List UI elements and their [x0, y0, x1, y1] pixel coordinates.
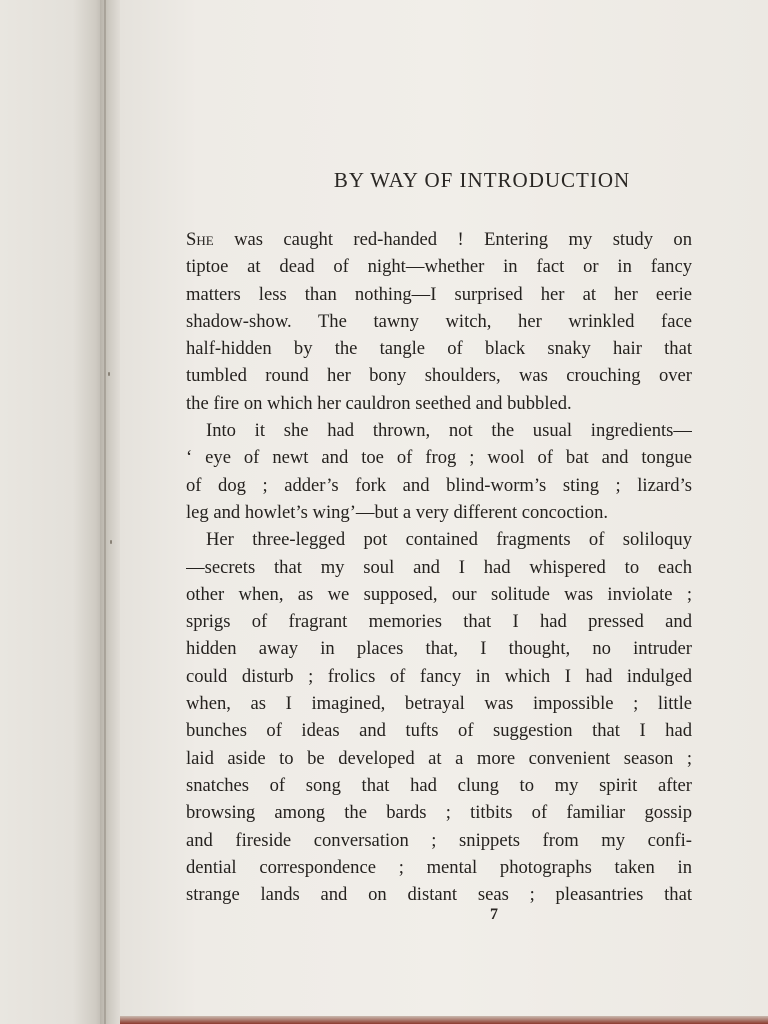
text-line: tumbled round her bony shoulders, was crouching over: [186, 365, 692, 387]
book-cover-edge: [120, 1016, 768, 1024]
small-caps-opening: She: [186, 229, 214, 250]
chapter-title: BY WAY OF INTRODUCTION: [333, 168, 631, 192]
text-line: shadow-show. The tawny witch, her wrinkled face: [186, 310, 692, 332]
text-line: could disturb ; frolics of fancy in which I had indulged: [186, 665, 692, 687]
text-line: laid aside to be developed at a more convenient season ;: [186, 747, 692, 769]
text-line: bunches of ideas and tufts of suggestion that I had: [186, 720, 692, 742]
text-line: ‘ eye of newt and toe of frog ; wool of bat and tongue: [186, 447, 692, 469]
text-line: hidden away in places that, I thought, no intruder: [186, 638, 692, 660]
text-line: tiptoe at dead of night—whether in fact or in fancy: [186, 256, 692, 278]
text-line: half-hidden by the tangle of black snaky hair that: [186, 338, 692, 360]
text-line: other when, as we supposed, our solitude was inviolate ;: [186, 583, 692, 605]
text-line: matters less than nothing—I surprised her at her eerie: [186, 283, 692, 305]
page-edge-line: [104, 0, 106, 1024]
text-line: leg and howlet’s wing’—but a very different concoction.: [186, 501, 609, 523]
page-number: 7: [490, 906, 498, 923]
paper-speck: [108, 372, 110, 376]
text-line: dential correspondence ; mental photographs taken in: [186, 856, 692, 878]
text-line: Into it she had thrown, not the usual ingredients—: [206, 420, 692, 442]
body-text: [186, 226, 692, 908]
text-line: sprigs of fragrant memories that I had pressed and: [186, 611, 692, 633]
paper-speck: [110, 540, 112, 544]
text-line: She was caught red-handed ! Entering my study on: [186, 229, 692, 250]
text-line: of dog ; adder’s fork and blind-worm’s sting ; lizard’s: [186, 474, 692, 496]
text-line: snatches of song that had clung to my spirit after: [186, 774, 692, 796]
text-line: Her three-legged pot contained fragments of soliloquy: [206, 529, 692, 551]
text-line: —secrets that my soul and I had whispered to each: [186, 556, 692, 578]
text-line: the fire on which her cauldron seethed and bubbled.: [186, 392, 572, 414]
text-line: browsing among the bards ; titbits of familiar gossip: [186, 802, 692, 824]
text-line: and fireside conversation ; snippets from my confi-: [186, 829, 692, 851]
text-line: strange lands and on distant seas ; pleasantries that: [186, 884, 692, 906]
text-line: when, as I imagined, betrayal was impossible ; little: [186, 693, 692, 715]
left-page: [0, 0, 104, 1024]
page-number-container: [120, 906, 768, 924]
